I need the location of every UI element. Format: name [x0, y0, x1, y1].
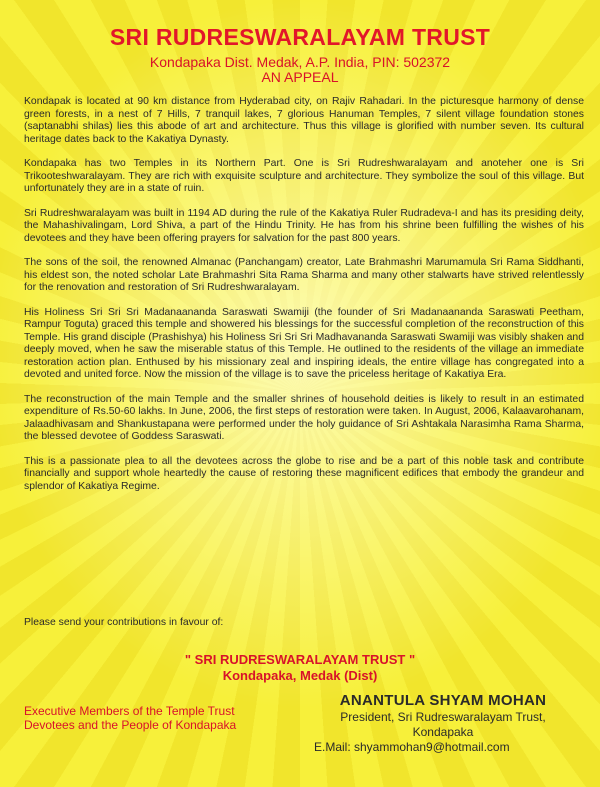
appeal-heading: AN APPEAL — [261, 69, 339, 85]
payee-name: " SRI RUDRESWARALAYAM TRUST " — [184, 652, 416, 667]
contribution-prompt: Please send your contributions in favour of: — [24, 617, 224, 628]
paragraph-swamiji: His Holiness Sri Sri Sri Madanaananda Saraswati Swamiji (the founder of Sri Madanaananda Saraswati Peetham, Rampur Toguta) graced this temple and showered his blessings for the successful completion of the reconstruction of this Temple. His grand disciple (Prashishya) his Holiness Sri Sri Sri Madhavananda Saraswati Swamiji was visibly shaken and deeply moved, when he saw the miserable status of this Temple. He outlined to the residents of the village an immediate restoration action plan. Enthused by his missionary zeal and inspiring ideals, the entire village has congregated into a devoted and united force. Now the mission of the village is to save the priceless heritage of Kakatiya Era. — [24, 306, 584, 380]
paragraph-sons-of-soil: The sons of the soil, the renowned Almanac (Panchangam) creator, Late Brahmashri Marumamula Sri Rama Siddhanti, his eldest son, the noted scholar Late Brahmashri Sita Rama Sharma and many other stalwarts have strived relentlessly for the renovation and restoration of Sri Rudreshwaralayam. — [24, 257, 584, 293]
appeal-body — [24, 96, 584, 505]
paragraph-temples: Kondapaka has two Temples in its Northern Part. One is Sri Rudreshwaralayam and anoteher one is Sri Trikooteshwaralayam. They are rich with exquisite sculpture and architecture. They symbolize the soul of this village. But unfortunately they are in a state of ruin. — [24, 158, 584, 194]
president-name: ANANTULA SHYAM MOHAN — [339, 692, 547, 709]
paragraph-location: Kondapak is located at 90 km distance from Hyderabad city, on Rajiv Rahadari. In the picturesque harmony of dense green forests, in a nest of 7 Hills, 7 tranquil lakes, 7 glorious Hanuman Temples, 7 silent village foundation stones (saptanabhi shilas) lies this abode of art and architecture. Thus this village is glorified with number seven. Its cultural heritage dates back to the Kakatiya Dynasty. — [24, 96, 584, 145]
payee-place: Kondapaka, Medak (Dist) — [222, 668, 378, 683]
paragraph-plea: This is a passionate plea to all the devotees across the globe to rise and be a part of this noble task and contribute financially and support whole heartedly the cause of restoring these magnificent edifices that embody the grandeur and splendor of Kakatiya Regime. — [24, 455, 584, 492]
page-title: SRI RUDRESWARALAYAM TRUST — [109, 24, 491, 50]
payee-block — [0, 652, 600, 684]
paragraph-history: Sri Rudreshwaralayam was built in 1194 AD during the rule of the Kakatiya Ruler Rudradeva-I and has its presiding deity, the Mahashivalingam, Lord Shiva, a part of the Hindu Trinity. He has from his shrine been fulfilling the wishes of his devotees and they have been offering prayers for salvation for the past 800 years. — [24, 207, 584, 244]
president-role: President, Sri Rudreswaralayam Trust, — [340, 710, 546, 724]
header-subtitle — [0, 55, 600, 85]
president-email[interactable]: E.Mail: shyammohan9@hotmail.com — [314, 740, 510, 754]
president-block — [308, 692, 578, 755]
executive-members-line: Executive Members of the Temple Trust — [24, 704, 235, 718]
president-place: Kondapaka — [412, 725, 474, 739]
executive-members-block — [24, 704, 236, 732]
devotees-line: Devotees and the People of Kondapaka — [24, 718, 237, 732]
paragraph-reconstruction: The reconstruction of the main Temple and the smaller shrines of household deities is likely to result in an estimated expenditure of Rs.50-60 lakhs. In June, 2006, the first steps of restoration were taken. In August, 2006, Kalaavarohanam, Jalaadhivasam and Shankustapana were performed under the holy guidance of Sri Ashtakala Narasimha Rama Sharma, the blessed devotee of Goddess Saraswati. — [24, 393, 584, 442]
address-line: Kondapaka Dist. Medak, A.P. India, PIN: 502372 — [149, 54, 451, 70]
